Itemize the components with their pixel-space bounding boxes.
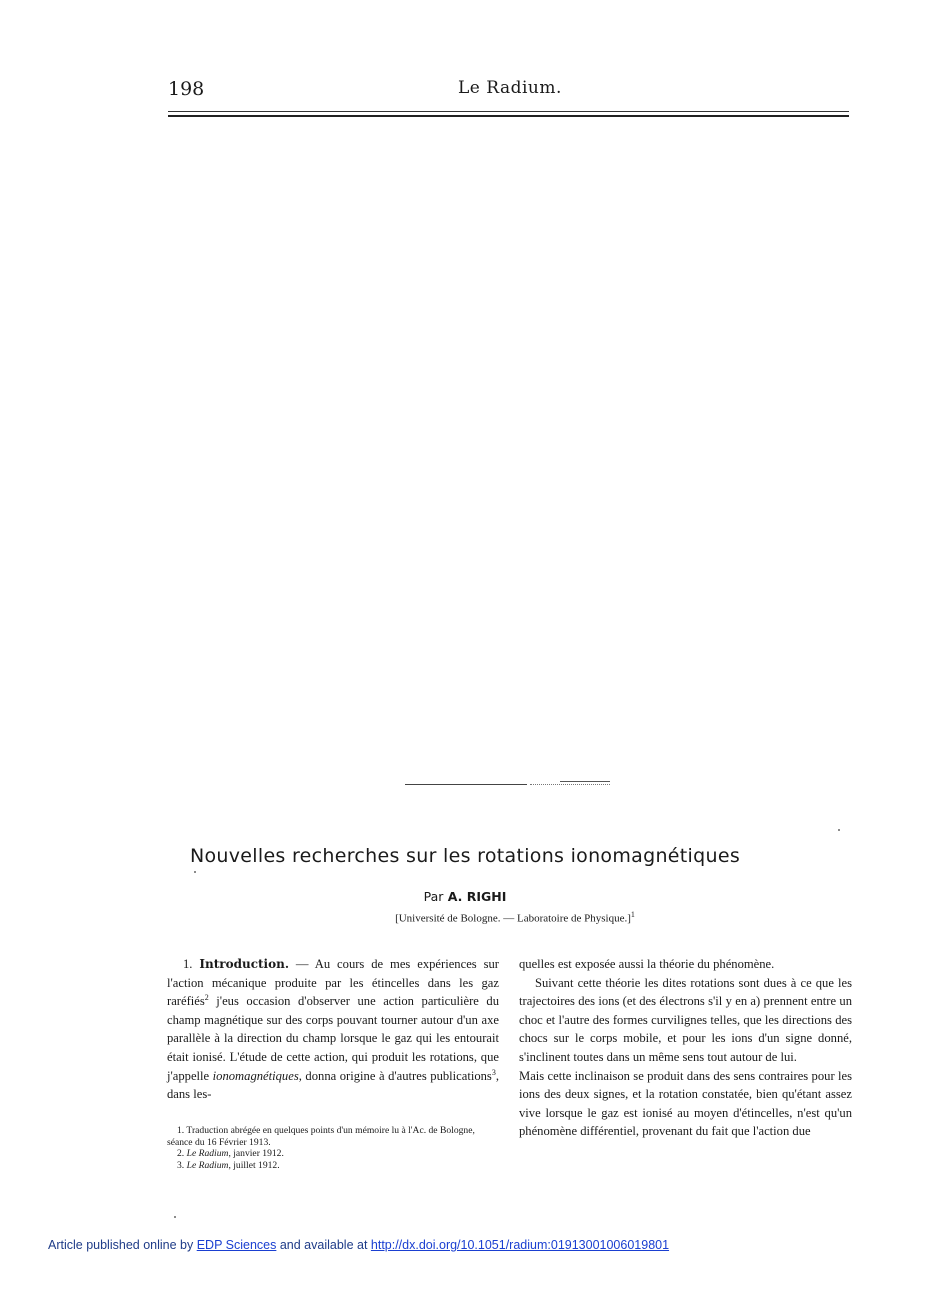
footnote-2 [167, 1148, 499, 1160]
footnote-2-date: , janvier 1912. [228, 1148, 284, 1160]
affiliation-text: [Université de Bologne. — Laboratoire de Physique.] [395, 912, 631, 925]
right-column [519, 955, 852, 1141]
publication-notice [48, 1238, 669, 1252]
print-speck [838, 829, 840, 831]
section-number: 1. [183, 957, 193, 971]
publisher-link[interactable]: EDP Sciences [196, 1238, 277, 1252]
article-title: Nouvelles recherches sur les rotations ionomagnétiques [189, 845, 741, 867]
header-rule-double [168, 115, 849, 117]
footnote-2-number: 2. [177, 1148, 185, 1160]
notice-middle: and available at [276, 1238, 371, 1252]
intro-italic-term: ionomagnétiques [212, 1068, 299, 1083]
affiliation-footnote-mark: 1 [630, 910, 635, 919]
footnote-3-number: 3. [177, 1159, 185, 1171]
section-separator [405, 784, 527, 785]
intro-paragraph [167, 955, 499, 1104]
print-speck [194, 871, 196, 873]
footnote-3-date: , juillet 1912. [228, 1159, 280, 1171]
intro-text-b: j'eus occasion d'observer une action particulière du champ magnétique sur des corps pouvant tourner autour d'un axe parallèle à la direction du champ lorsque le gaz qui les entourait était ionisé. L'étude de cette action, qui produit les rotations, que j'appelle [167, 994, 499, 1083]
section-heading: Introduction. [199, 957, 290, 971]
left-column [167, 955, 499, 1104]
byline-prefix: Par [423, 889, 444, 904]
intro-text-c: , donna origine à d'autres publications [298, 1068, 492, 1083]
footnote-ref-3: 3 [491, 1067, 496, 1077]
section-separator-short [560, 781, 610, 782]
inclination-paragraph: Mais cette inclinaison se produit dans des sens contraires pour les ions des deux signes, et la rotation constatée, bien qu'étant assez vive lorsque le gaz est ionisé au moyen d'étincelles, n'est qu'un phénomène différentiel, provenant du fait que l'action due [519, 1068, 852, 1139]
footnote-1: 1. Traduction abrégée en quelques points d'un mémoire lu à l'Ac. de Bologne, séance du 16 Février 1913. [167, 1125, 475, 1148]
affiliation [250, 910, 780, 925]
footnote-3-journal: Le Radium [186, 1159, 229, 1171]
page-number: 198 [168, 78, 205, 100]
footnote-2-journal: Le Radium [186, 1148, 229, 1160]
continued-paragraph: quelles est exposée aussi la théorie du phénomène. [519, 957, 775, 971]
byline [0, 889, 930, 904]
section-separator-dotted [530, 784, 610, 785]
theory-paragraph: Suivant cette théorie les dites rotations sont dues à ce que les trajectoires des ions (et des électrons s'il y en a) prennent entre un choc et l'autre des formes curvilignes telles, que les directions des chocs sur le corps mobile, et pour les ions d'un signe donné, s'inclinent toutes dans un même sens tout autour de lui. [519, 975, 852, 1064]
author-name: A. RIGHI [447, 889, 507, 904]
header-rule [168, 111, 849, 112]
footnote-3 [167, 1160, 499, 1172]
intro-text-a: — Au cours de mes expériences sur l'action mécanique produite par les étincelles dans les gaz raréfiés [167, 957, 499, 1009]
doi-link[interactable]: http://dx.doi.org/10.1051/radium:01913001006019801 [370, 1238, 670, 1252]
footnote-ref-2: 2 [204, 993, 209, 1002]
notice-prefix: Article published online by [48, 1238, 197, 1252]
footnotes [167, 1125, 499, 1171]
intro-text-d: , dans les- [167, 1068, 499, 1102]
print-speck [174, 1216, 176, 1218]
journal-name: Le Radium. [458, 78, 562, 98]
